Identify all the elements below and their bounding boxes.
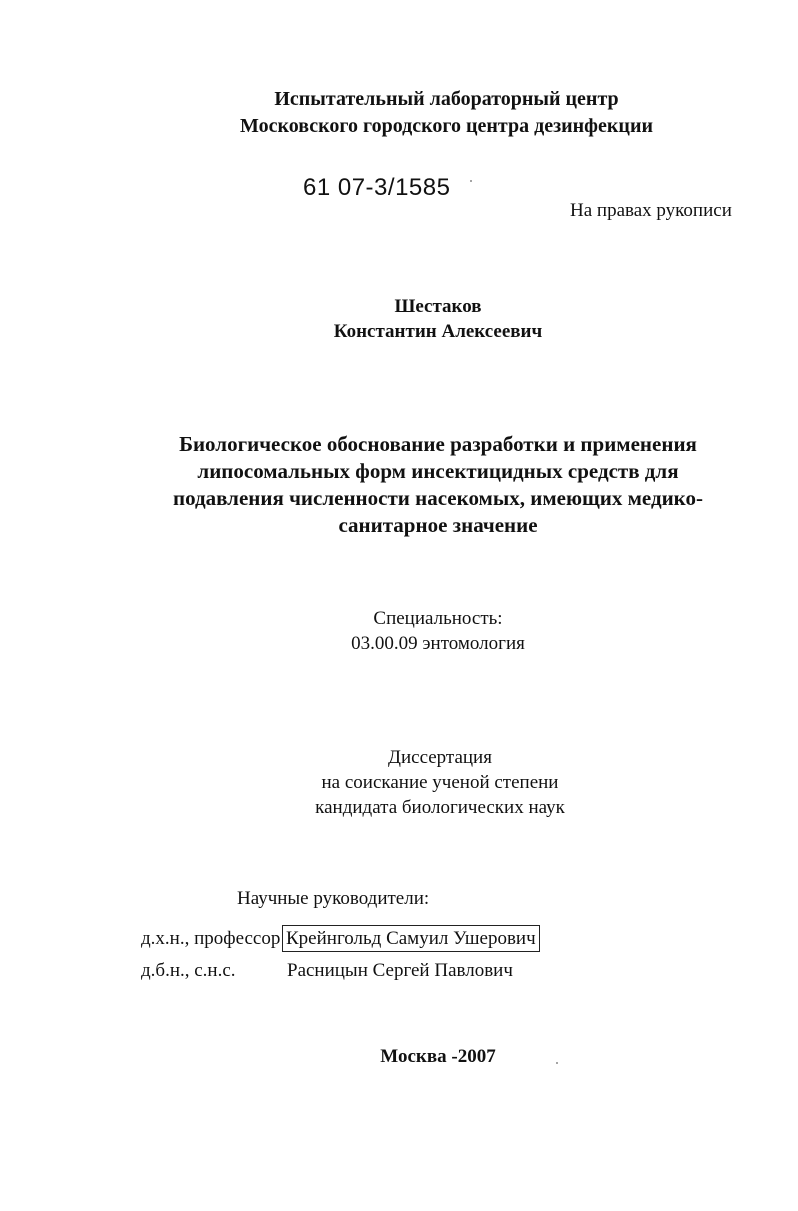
degree-line-3: кандидата биологических наук	[315, 797, 565, 818]
dissertation-title	[0, 431, 798, 539]
author-surname: Шестаков	[394, 296, 482, 317]
supervisor-title: д.б.н., с.н.с.	[141, 960, 236, 981]
city-year: Москва -2007	[380, 1046, 496, 1067]
title-line: Биологическое обоснование разработки и применения	[179, 432, 697, 456]
scan-speck	[556, 1062, 558, 1064]
author-given-names: Константин Алексеевич	[333, 321, 543, 342]
specialty-label: Специальность:	[373, 608, 503, 629]
supervisor-title: д.х.н., профессор	[141, 928, 281, 949]
specialty-block	[0, 606, 798, 656]
title-line: липосомальных форм инсектицидных средств для	[197, 459, 679, 483]
supervisors-heading: Научные руководители:	[237, 888, 430, 909]
degree-block	[0, 745, 798, 820]
organization-header	[0, 86, 798, 140]
author-block	[0, 294, 798, 344]
title-line: подавления численности насекомых, имеющих медико-	[172, 486, 703, 510]
degree-line-1: Диссертация	[388, 747, 492, 768]
degree-line-2: на соискание ученой степени	[321, 772, 559, 793]
supervisor-name: Расницын Сергей Павлович	[287, 960, 513, 981]
title-line: санитарное значение	[338, 513, 538, 537]
scan-speck	[470, 180, 472, 182]
org-line-1: Испытательный лабораторный центр	[274, 88, 619, 110]
rights-note: На правах рукописи	[570, 200, 732, 221]
supervisor-name-boxed: Крейнгольд Самуил Ушерович	[282, 925, 540, 952]
catalog-number: 61 07-3/1585	[303, 174, 451, 201]
org-line-2: Московского городского центра дезинфекции	[240, 115, 653, 137]
specialty-code: 03.00.09 энтомология	[351, 633, 525, 654]
